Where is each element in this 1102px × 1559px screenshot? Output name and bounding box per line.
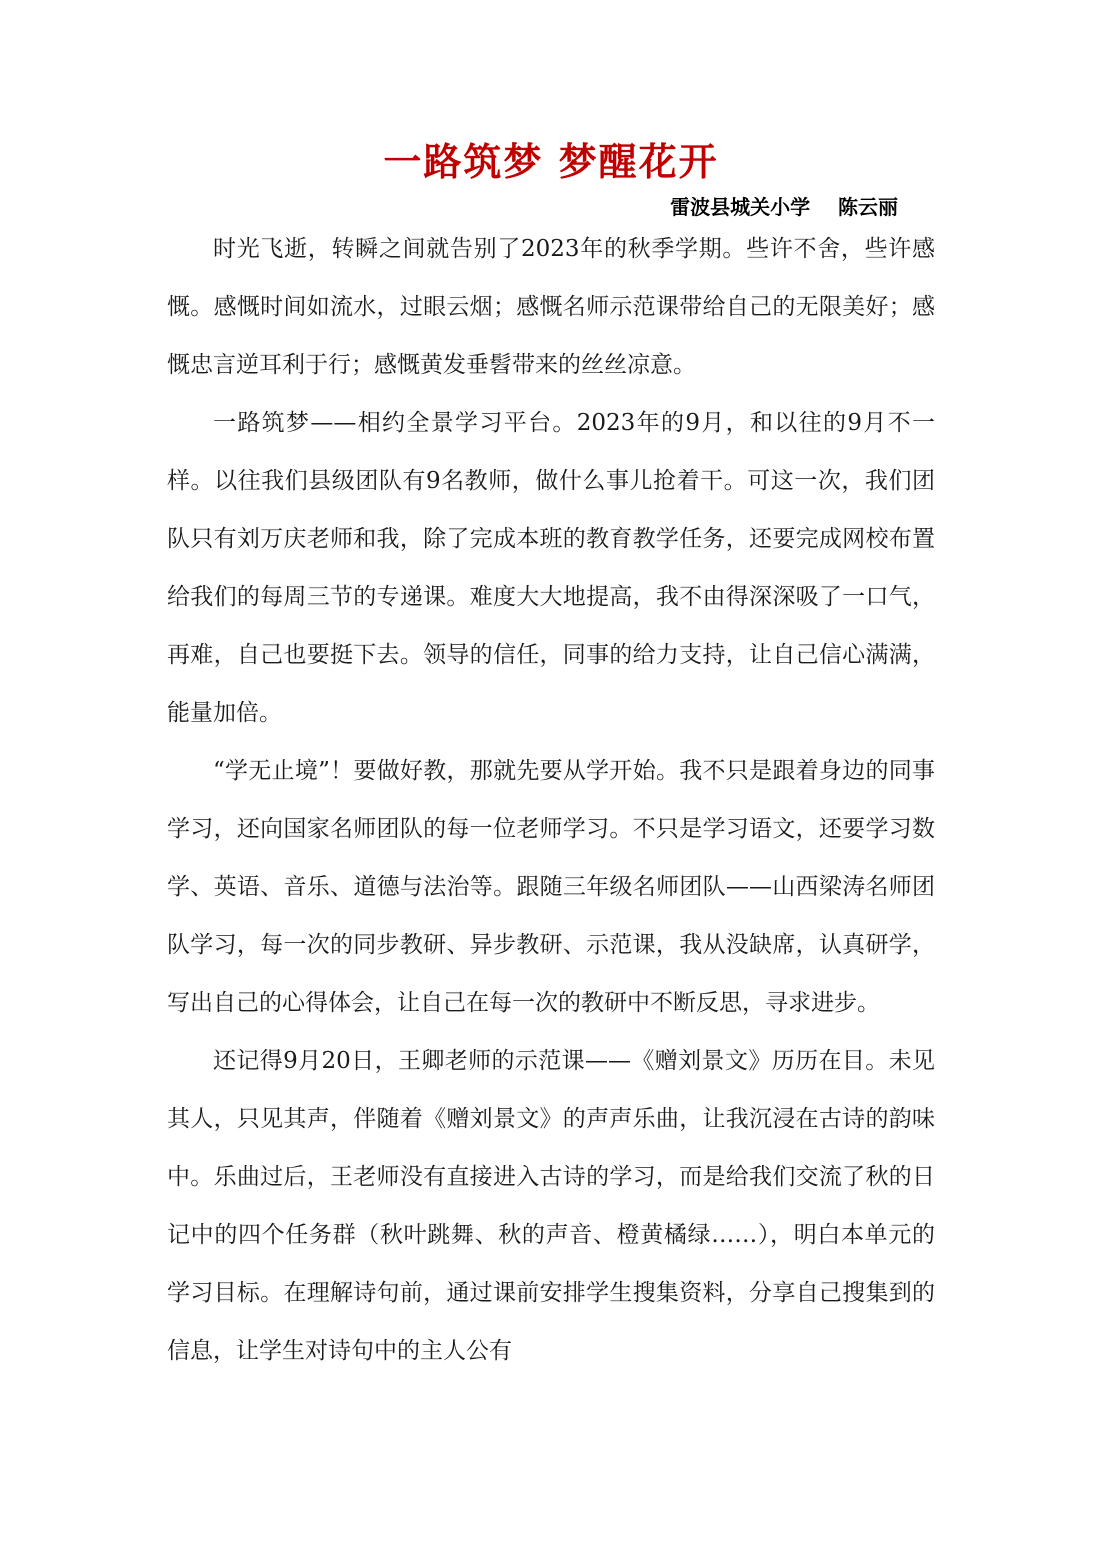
paragraph: 一路筑梦——相约全景学习平台。2023年的9月，和以往的9月不一样。以往我们县级团队有9名教师，做什么事儿抢着干。可这一次，我们团队只有刘万庆老师和我，除了完成本班的教育教学任务，还要完成网校布置给我们的每周三节的专递课。难度大大地提高，我不由得深深吸了一口气，再难，自己也要挺下去。领导的信任，同事的给力支持，让自己信心满满，能量加倍。	[167, 410, 935, 726]
paragraph: 还记得9月20日，王卿老师的示范课——《赠刘景文》历历在目。未见其人，只见其声，伴随着《赠刘景文》的声声乐曲，让我沉浸在古诗的韵味中。乐曲过后，王老师没有直接进入古诗的学习，而是给我们交流了秋的日记中的四个任务群（秋叶跳舞、秋的声音、橙黄橘绿……），明白本单元的学习目标。在理解诗句前，通过课前安排学生搜集资料，分享自己搜集到的信息，让学生对诗句中的主人公有	[167, 1048, 935, 1364]
paragraph: 时光飞逝，转瞬之间就告别了2023年的秋季学期。些许不舍，些许感慨。感慨时间如流水，过眼云烟；感慨名师示范课带给自己的无限美好；感慨忠言逆耳利于行；感慨黄发垂髫带来的丝丝凉意。	[167, 236, 935, 378]
document-body	[167, 220, 935, 1380]
document-title: 一路筑梦 梦醒花开	[383, 140, 719, 184]
author-line: 雷波县城关小学 陈云丽	[670, 195, 898, 219]
paragraph: “学无止境”！要做好教，那就先要从学开始。我不只是跟着身边的同事学习，还向国家名师团队的每一位老师学习。不只是学习语文，还要学习数学、英语、音乐、道德与法治等。跟随三年级名师团队——山西梁涛名师团队学习，每一次的同步教研、异步教研、示范课，我从没缺席，认真研学，写出自己的心得体会，让自己在每一次的教研中不断反思，寻求进步。	[167, 758, 935, 1016]
